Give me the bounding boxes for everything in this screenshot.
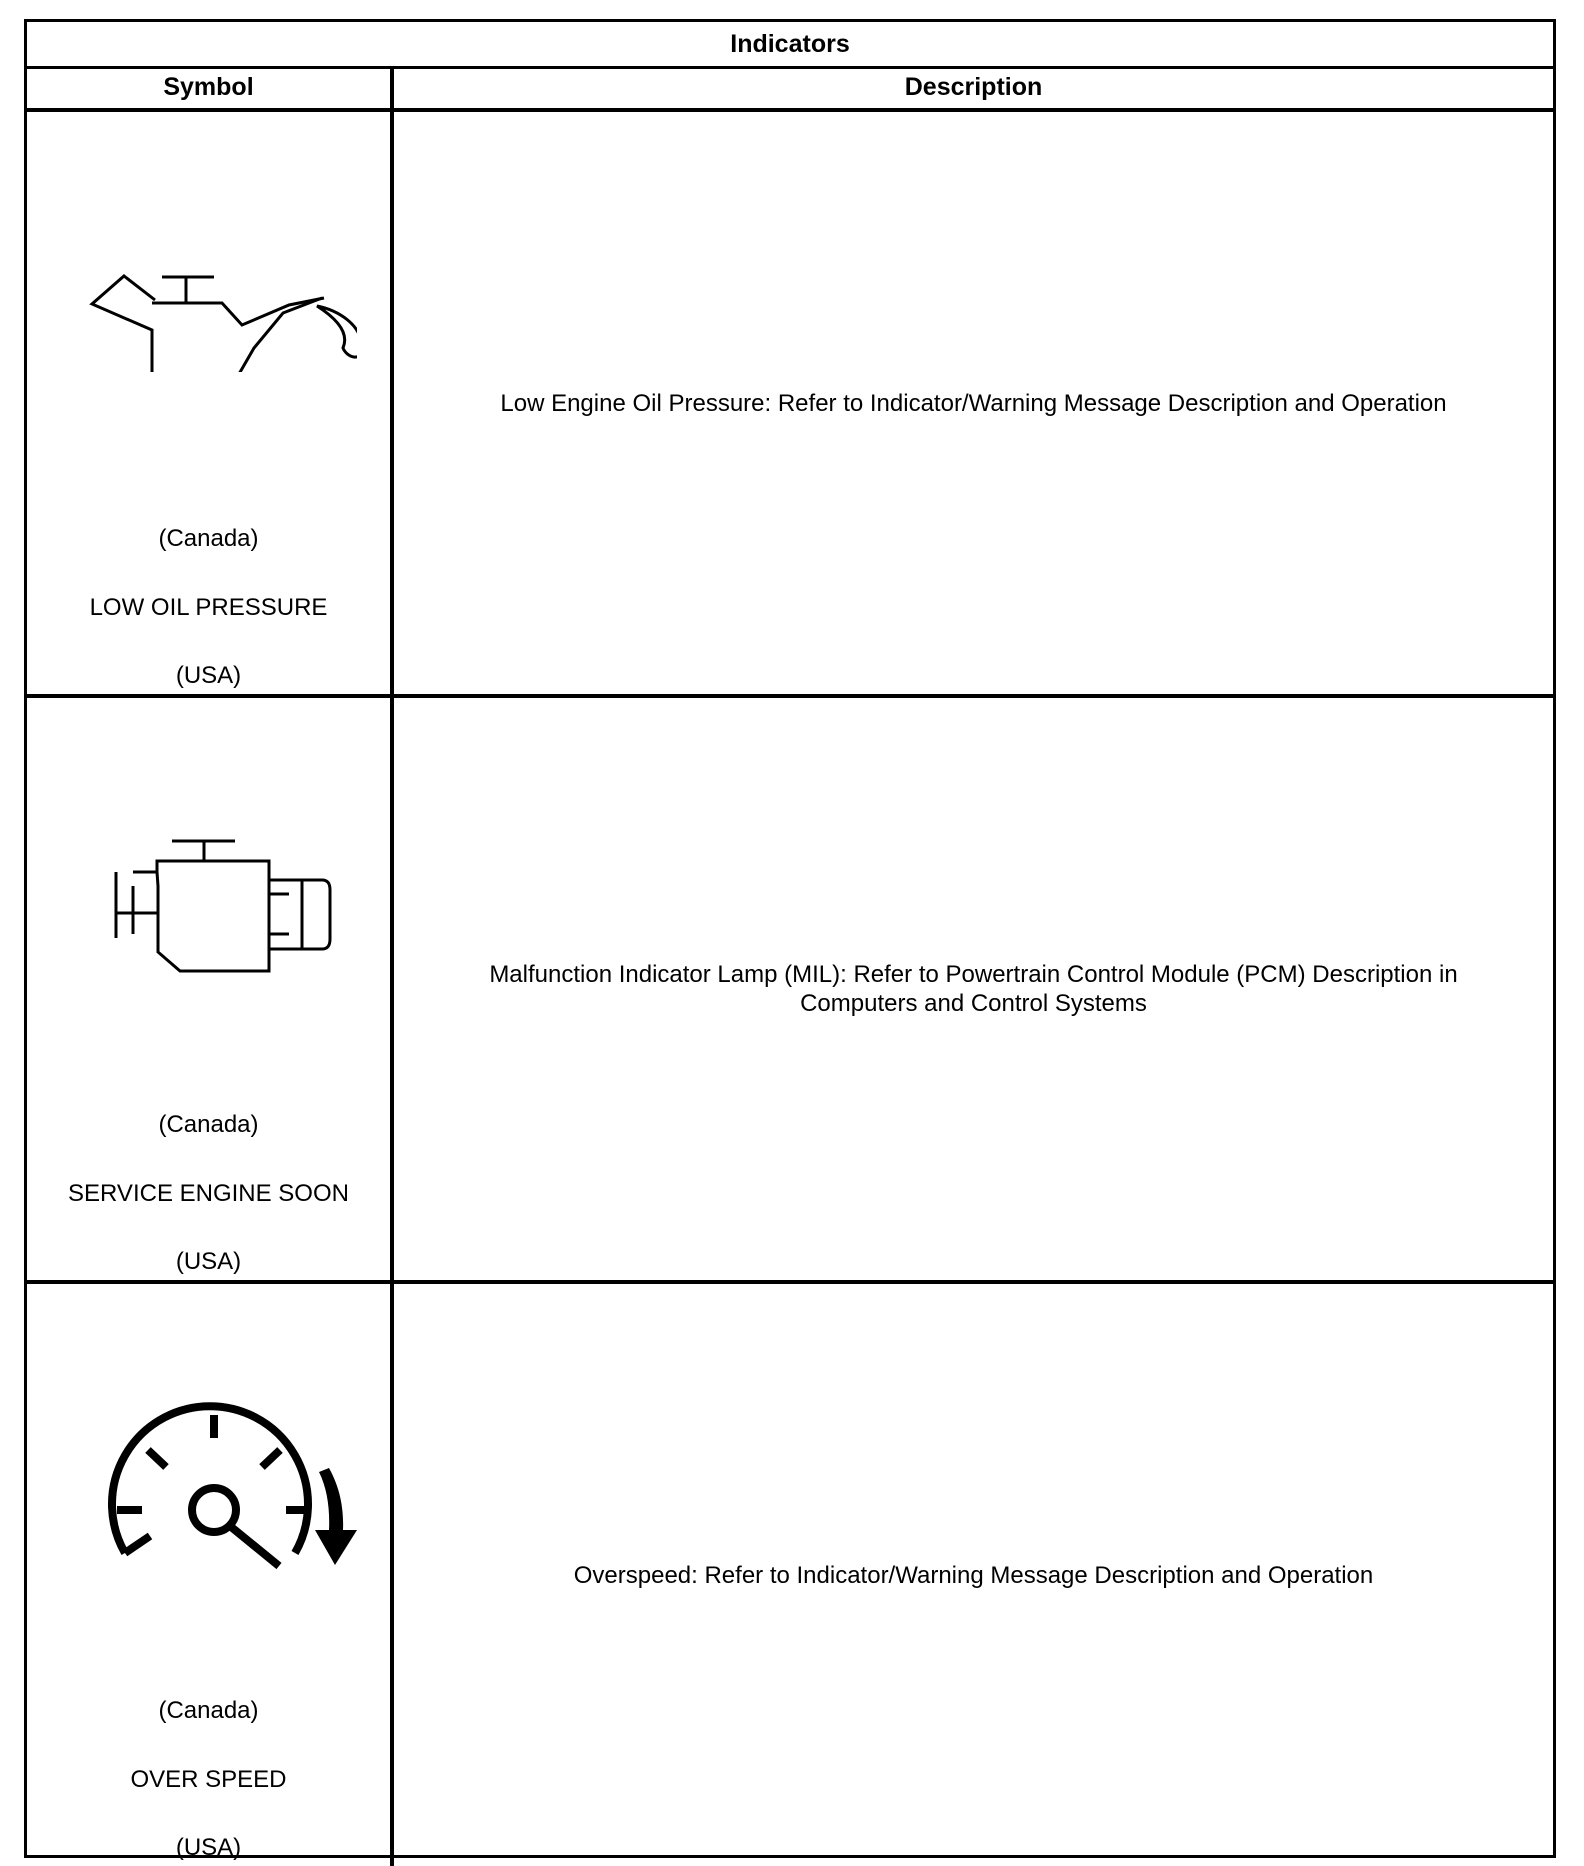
symbol-cell — [27, 1284, 394, 1866]
table-row — [27, 698, 1553, 1284]
table-header-row — [27, 66, 1553, 112]
region-canada: (Canada) — [158, 1697, 259, 1724]
indicator-label: SERVICE ENGINE SOON — [68, 1180, 349, 1207]
region-canada: (Canada) — [158, 525, 259, 552]
indicators-table — [24, 19, 1556, 1861]
oil-can-icon — [57, 252, 357, 372]
table-title — [27, 22, 1553, 69]
region-usa: (USA) — [175, 662, 242, 689]
engine-icon — [57, 828, 357, 978]
speedometer-arrow-icon — [57, 1390, 357, 1570]
region-usa: (USA) — [175, 1248, 242, 1275]
region-usa: (USA) — [175, 1834, 242, 1861]
description-cell — [394, 112, 1553, 694]
indicator-label: LOW OIL PRESSURE — [89, 594, 328, 621]
header-symbol: Symbol — [27, 66, 394, 108]
description-text: Overspeed: Refer to Indicator/Warning Message Description and Operation — [573, 1561, 1374, 1589]
table-title-text: Indicators — [730, 29, 850, 58]
table-row — [27, 1284, 1553, 1866]
description-text: Low Engine Oil Pressure: Refer to Indicator/Warning Message Description and Operation — [500, 389, 1447, 417]
region-canada: (Canada) — [158, 1111, 259, 1138]
description-cell — [394, 1284, 1553, 1866]
symbol-cell — [27, 112, 394, 694]
indicator-label: OVER SPEED — [130, 1766, 287, 1793]
table-row — [27, 112, 1553, 698]
header-description: Description — [904, 72, 1043, 101]
symbol-cell — [27, 698, 394, 1280]
description-cell — [394, 698, 1553, 1280]
description-text: Malfunction Indicator Lamp (MIL): Refer to Powertrain Control Module (PCM) Description in Computers and Control Systems — [489, 961, 1458, 1017]
